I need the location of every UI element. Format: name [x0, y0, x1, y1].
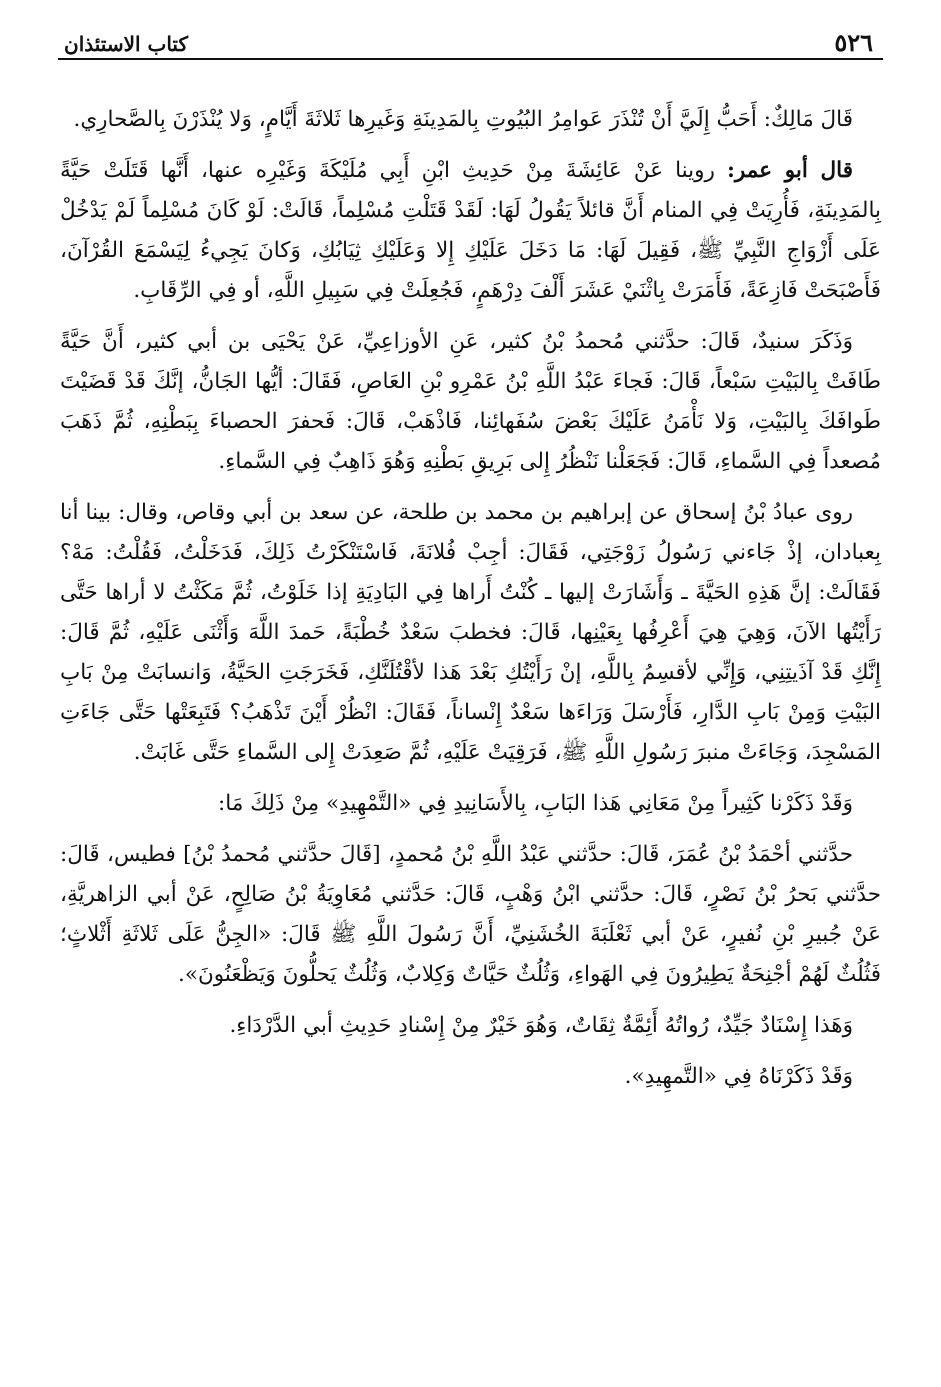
- page-header: [58, 28, 883, 60]
- paragraph-closing: [60, 1057, 881, 1097]
- paragraph-isnad: [60, 835, 881, 995]
- paragraph-abbad: [60, 493, 881, 773]
- paragraph-text: وَقَدْ ذَكَرْنَاهُ فِي «التَّمهِيدِ».: [624, 1064, 853, 1089]
- paragraph-tamhid-ref: [60, 784, 881, 824]
- paragraph-text: وَقَدْ ذَكَرْنا كَثِيراً مِنْ مَعَانِي هَذا البَابِ، بِالأَسَانِيدِ فِي «التَّمْهِيدِ» مِنْ ذَلِكَ مَا:: [218, 791, 853, 816]
- header-divider: [58, 58, 883, 60]
- paragraph-text: قَالَ مَالِكٌ: أَحَبُّ إِلَيَّ أَنْ تُنْذَرَ عَوامِرُ البُيُوتِ بِالمَدِينَةِ وَغَيرِها ثَلاثَةَ أَيَّامٍ، وَلا يُنْذَرْنَ بِالصَّحارِي.: [73, 107, 853, 132]
- page-number: ٥٢٦: [834, 28, 873, 57]
- speaker-label: قال أبو عمر:: [726, 158, 853, 183]
- paragraph-text: روينا عَنْ عَائِشَةَ مِنْ حَدِيثِ ابْنِ أَبِي مُلَيْكَةَ وَغَيْرِه عنها، أَنَّها قَتَلَتْ حَيَّةً بِالمَدِينَةِ، فَأُرِيَتْ فِي المنام أَنَّ قائلاً يَقُولُ لَهَا: لَقَدْ قَتَلْتِ مُسْلِماً، قَالَتْ: لَوْ كَانَ مُسْلِماً لَمْ يَدْخُلْ عَلَى أَزْوَاجِ النَّبِيِّ ﷺ، فَقِيلَ لَهَا: مَا دَخَلَ عَلَيْكِ إِلا وَعَلَيْكِ ثِيَابُكِ، وَكانَ يَجِيءُ لِيَسْمَعَ القُرْآنَ، فَأَصْبَحَتْ فَازِعَةً، فَأَمَرَتْ بِاثْنَيْ عَشَرَ أَلْفَ دِرْهَمٍ، فَجُعِلَتْ فِي سَبِيلِ اللَّهِ، أو فِي الرِّقَابِ.: [60, 158, 881, 303]
- paragraph-text: حدَّثني أحْمَدُ بْنُ عُمَرَ، قَالَ: حدَّثني عَبْدُ اللَّهِ بْنُ مُحمدٍ، [قَالَ حدَّثني مُحمدُ بْنُ] فطيس، قَالَ: حدَّثني بَحرُ بْنُ نَصْرٍ، قَالَ: حدَّثني ابْنُ وَهْبٍ، قَالَ: حَدَّثني مُعَاوِيَةُ بْنُ صَالِحٍ، عَنْ أبي الزاهريَّةِ، عَنْ جُبيرِ بْنِ نُفيرٍ، عَنْ أبي ثَعْلَبَةَ الخُشَنِيِّ، أَنَّ رَسُولَ اللَّهِ ﷺ قَالَ: «الجِنُّ عَلَى ثَلاثَةِ أَثْلاثٍ؛ فَثُلُثٌ لَهُمْ أجْنِحَةٌ يَطِيرُونَ فِي الهَواءِ، وَثُلُثٌ حَيَّاتٌ وَكِلابٌ، وَثُلُثٌ يَحلُّونَ وَيَظْعَنُونَ».: [60, 842, 881, 987]
- paragraph-abu-umar: [60, 151, 881, 311]
- paragraph-text: وَذَكَرَ سنيدٌ، قَالَ: حدَّثني مُحمدُ بْنُ كثير، عَنِ الأوزاعِيِّ، عَنْ يَحْيَى بن أبي كثير، أَنَّ حَيَّةً طَافَتْ بِالبَيْتِ سَبْعاً، قَالَ: فَجاءَ عَبْدُ اللَّهِ بْنُ عَمْرِو بْنِ العَاصِ، فَقَالَ: أيُّها الجَانُّ، إنَّكَ قَدْ قَضَيْتَ طَوافَكَ بِالبَيْتِ، وَلا نَأْمَنُ عَلَيْكَ بَعْضَ سُفَهائِنا، فَاذْهَبْ، قَالَ: فَحفرَ الحصباءَ بِبَطْنِهِ، ثُمَّ ذَهَبَ مُصعداً فِي السَّماءِ، قَالَ: فَجَعَلْنا نَنْظُرُ إِلى بَرِيقِ بَطْنِهِ وَهُوَ ذَاهِبٌ فِي السَّماءِ.: [60, 329, 881, 474]
- page-body: [60, 100, 881, 1108]
- paragraph-sunaid: [60, 322, 881, 482]
- book-title: كتاب الاستئذان: [64, 32, 188, 56]
- paragraph-text: روى عبادُ بْنُ إسحاق عن إبراهيم بن محمد بن طلحة، عن سعد بن أبي وقاص، وقال: بينا أنا بِعبادان، إذْ جَاءني رَسُولُ زَوْجَتِي، فَقَالَ: أجِبْ فُلانَةَ، فَاسْتَنْكَرْتُ ذَلِكَ، فَدَخَلْتُ، فَقُلْتُ: مَهْ؟ فَقَالَتْ: إنَّ هَذِهِ الحَيَّةَ ـ وَأَشَارَتْ إليها ـ كُنْتُ أَراها فِي البَادِيَةِ إذا خَلَوْتُ، ثُمَّ مَكَثْتُ لا أراها حَتَّى رَأَيْتُها الآنَ، وَهِيَ هِيَ أَعْرِفُها بِعَيْنِها، قَالَ: فخطبَ سَعْدٌ خُطْبَةً، حَمدَ اللَّهَ وَأَثْنَى عَلَيْهِ، ثُمَّ قَالَ: إِنَّكِ قَدْ آذَيتِنِي، وَإِنِّي لأقسِمُ بِاللَّهِ، إنْ رَأَيْتُكِ بَعْدَ هَذا لأقْتُلَنَّكِ، فَخَرَجَتِ الحَيَّةُ، وَانسابَتْ مِنْ بَابِ البَيْتِ وَمِنْ بَابِ الدَّارِ، فَأَرْسَلَ وَرَاءَها سَعْدٌ إِنْساناً، فَقَالَ: انْظُرْ أَيْنَ تَذْهَبُ؟ فَتَبِعَتْها حَتَّى جَاءَتِ المَسْجِدَ، وَجَاءَتْ منبرَ رَسُولِ اللَّهِ ﷺ، فَرَقِيَتْ عَلَيْهِ، ثُمَّ صَعِدَتْ إِلى السَّماءِ حَتَّى غَابَتْ.: [60, 500, 881, 765]
- paragraph-malik: [60, 100, 881, 140]
- paragraph-text: وَهَذا إِسْنَادٌ جَيِّدٌ، رُواتُهُ أَئِمَّةٌ ثِقَاتٌ، وَهُوَ خَيْرٌ مِنْ إِسْنادِ حَدِيثِ أبي الدَّرْدَاءِ.: [229, 1013, 853, 1038]
- paragraph-isnad-quality: [60, 1006, 881, 1046]
